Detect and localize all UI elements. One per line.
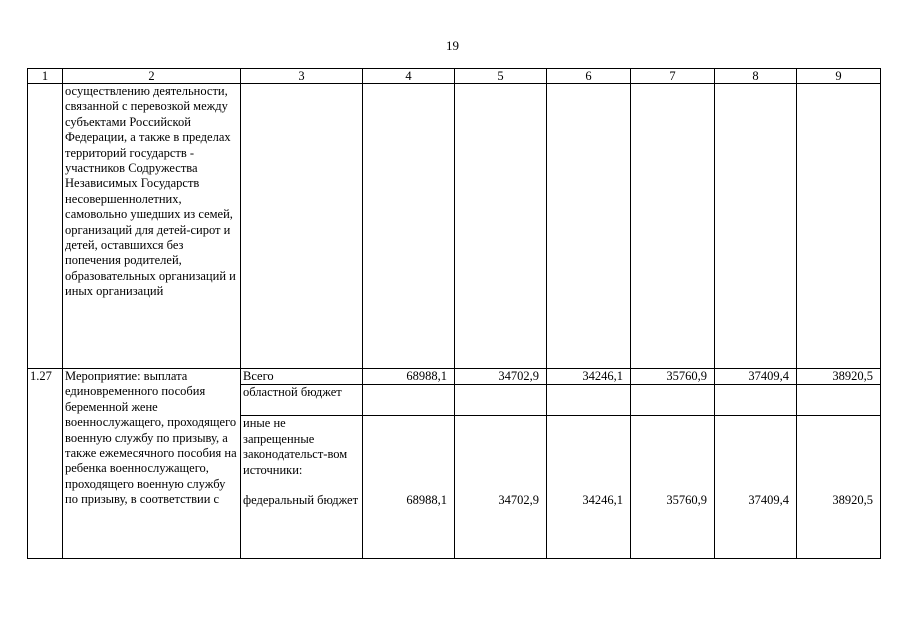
value-text: 37409,4 [748,493,789,508]
header-cell: 3 [241,69,363,84]
value-cell [797,416,881,559]
header-cell: 1 [28,69,63,84]
budget-table [27,68,881,559]
empty-cell [715,84,797,369]
empty-cell [631,84,715,369]
value-text: 34702,9 [498,493,539,508]
value-cell [797,385,881,416]
header-row [28,69,881,84]
item-description: Мероприятие: выплата единовременного пособия беременной жене военнослужащего, проходящего военную службу по призыву, а также ежемесячного пособия на ребенка военнослужащего, проходящего военную службу по призыву, в соответствии с [63,369,241,559]
value-cell [363,416,455,559]
value-cell [715,385,797,416]
value-cell [455,416,547,559]
header-cell: 9 [797,69,881,84]
value-cell: 34702,9 [455,369,547,385]
value-cell: 34246,1 [547,369,631,385]
empty-cell [797,84,881,369]
empty-cell [455,84,547,369]
value-text: 68988,1 [406,493,447,508]
value-cell [631,416,715,559]
value-cell [363,385,455,416]
value-cell: 37409,4 [715,369,797,385]
empty-cell [363,84,455,369]
header-cell: 6 [547,69,631,84]
source-label-other: иные не запрещенные законодательст-вом источники: [243,416,348,477]
value-cell [547,385,631,416]
continuation-row [28,84,881,369]
value-cell [455,385,547,416]
empty-cell [28,84,63,369]
empty-cell [547,84,631,369]
continuation-description: осуществлению деятельности, связанной с перевозкой между субъектами Российской Федерации, а также в пределах территорий государств - участников Содружества Независимых Государств несовершеннолетних, самовольно ушедших из семей, организаций для детей-сирот и детей, оставшихся без попечения родителей, образовательных организаций и иных организаций [63,84,241,369]
source-cell: областной бюджет [241,385,363,416]
value-cell [715,416,797,559]
value-text: 38920,5 [832,493,873,508]
value-cell: 38920,5 [797,369,881,385]
value-cell [547,416,631,559]
header-cell: 7 [631,69,715,84]
value-text: 34246,1 [582,493,623,508]
value-cell: 35760,9 [631,369,715,385]
empty-cell [241,84,363,369]
page-number: 19 [446,38,459,53]
header-cell: 2 [63,69,241,84]
source-cell: Всего [241,369,363,385]
value-cell [631,385,715,416]
item-number: 1.27 [28,369,63,559]
source-label-federal: федеральный бюджет [243,493,359,508]
value-text: 35760,9 [666,493,707,508]
source-cell [241,416,363,559]
header-cell: 8 [715,69,797,84]
item-row-total [28,369,881,385]
value-cell: 68988,1 [363,369,455,385]
header-cell: 5 [455,69,547,84]
header-cell: 4 [363,69,455,84]
